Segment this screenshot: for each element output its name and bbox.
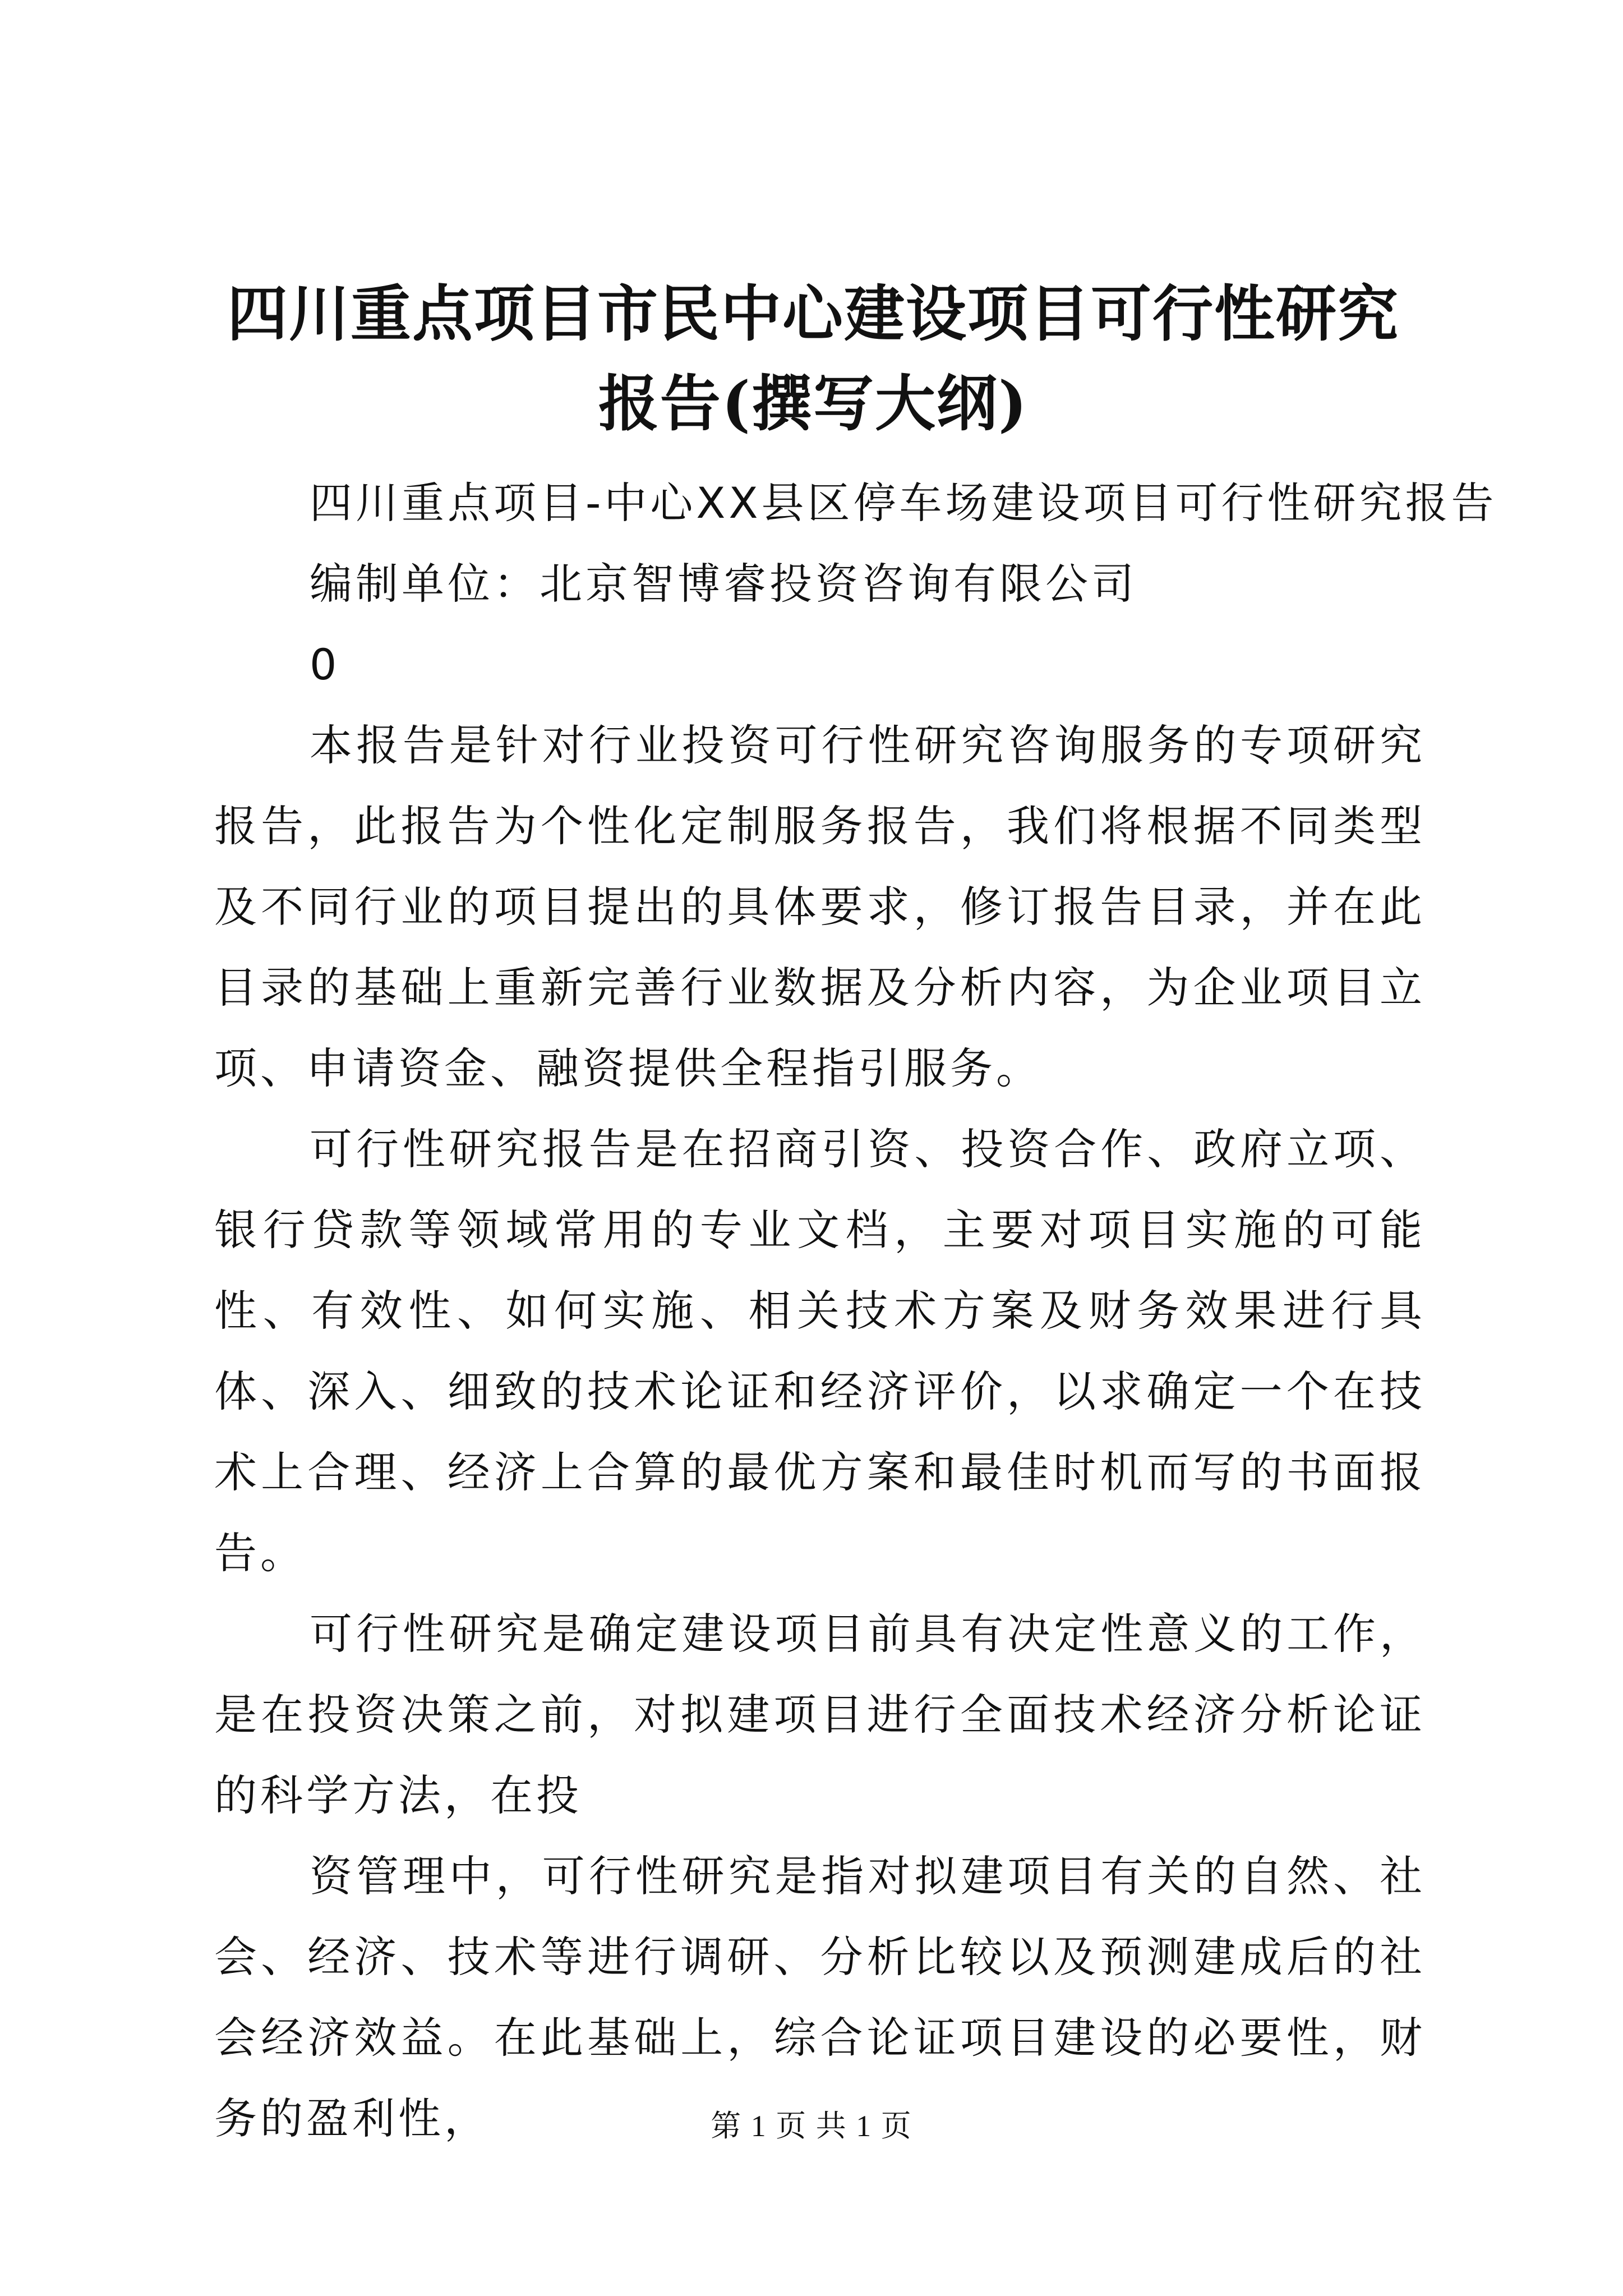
document-body bbox=[214, 463, 1497, 2159]
paragraph-intro: 本报告是针对行业投资可行性研究咨询服务的专项研究报告，此报告为个性化定制服务报告，我们将根据不同类型及不同行业的项目提出的具体要求，修订报告目录，并在此目录的基础上重新完善行业数据及分析内容，为企业项目立项、申请资金、融资提供全程指引服务。 bbox=[214, 720, 1426, 1093]
page-footer: 第 1 页 共 1 页 bbox=[711, 2109, 912, 2143]
zero-line: 0 bbox=[310, 639, 340, 689]
document-title: 四川重点项目市民中心建设项目可行性研究报告(撰写大纲) bbox=[227, 279, 1399, 439]
paragraph-definition: 可行性研究报告是在招商引资、投资合作、政府立项、银行贷款等领域常用的专业文档，主要对项目实施的可能性、有效性、如何实施、相关技术方案及财务效果进行具体、深入、细致的技术论证和经济评价，以求确定一个在技术上合理、经济上合算的最优方案和最佳时机而写的书面报告。 bbox=[214, 1124, 1426, 1578]
subtitle-line: 四川重点项目-中心XX县区停车场建设项目可行性研究报告 bbox=[310, 478, 1497, 528]
paragraph-significance: 可行性研究是确定建设项目前具有决定性意义的工作，是在投资决策之前，对拟建项目进行全面技术经济分析论证的科学方法，在投 bbox=[214, 1609, 1426, 1820]
compiler-line: 编制单位：北京智博睿投资咨询有限公司 bbox=[310, 559, 1137, 609]
paragraph-management: 资管理中，可行性研究是指对拟建项目有关的自然、社会、经济、技术等进行调研、分析比较以及预测建成后的社会经济效益。在此基础上，综合论证项目建设的必要性，财务的盈利性， bbox=[214, 1851, 1426, 2143]
